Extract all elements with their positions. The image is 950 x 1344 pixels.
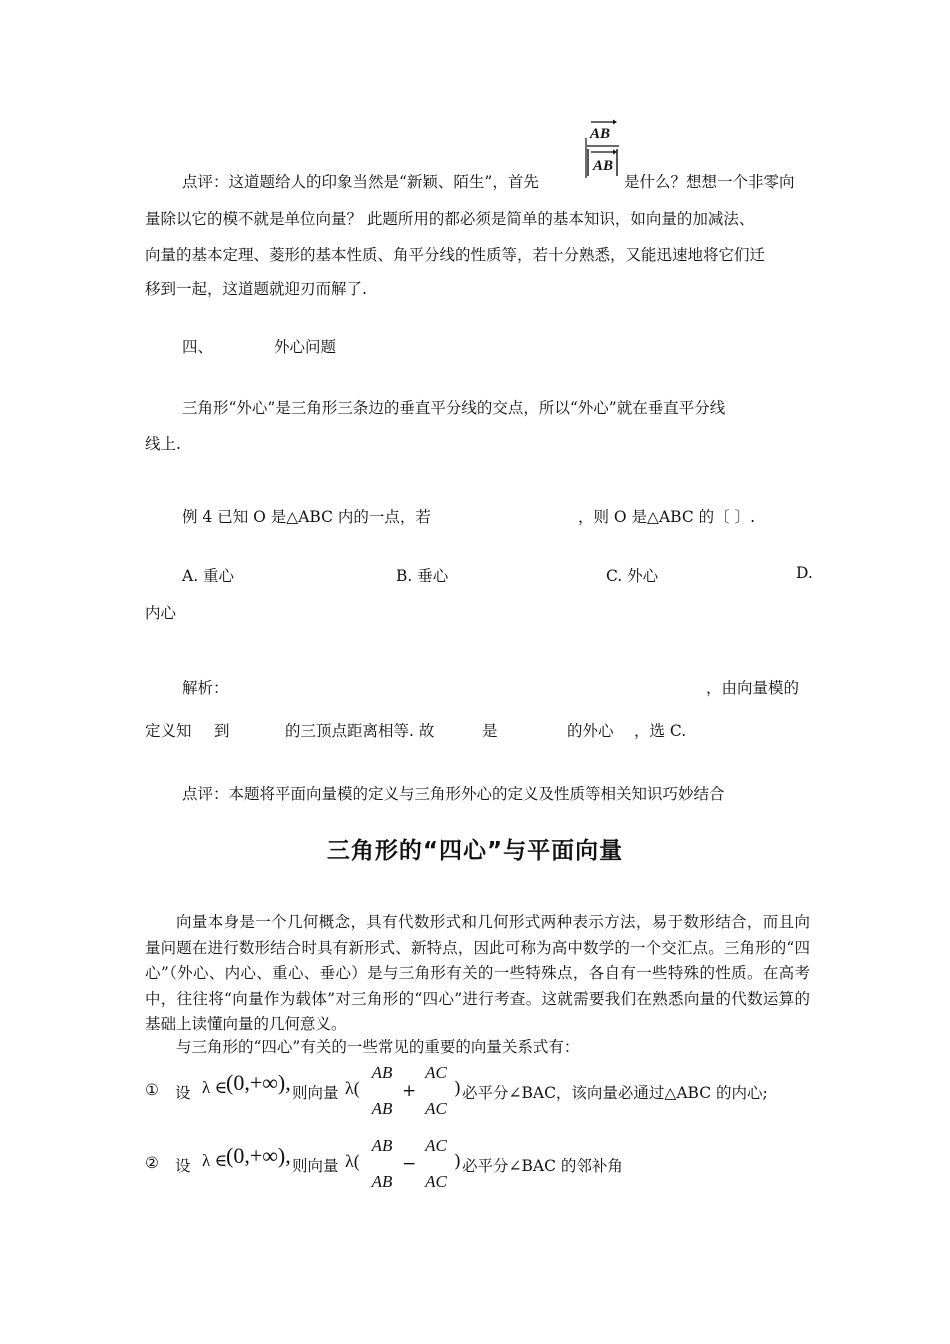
item2-num-ac: AC <box>425 1136 447 1155</box>
solution-line2-a: 定义知 <box>145 722 192 740</box>
item1-lambda: λ ∈ <box>202 1078 228 1097</box>
item1-den-ab: AB <box>371 1099 393 1118</box>
svg-text:AB: AB <box>593 158 614 174</box>
vector-fraction-formula <box>585 118 621 180</box>
item1-set: 设 <box>175 1084 191 1102</box>
item2-text: 必平分∠BAC 的邻补角 <box>462 1157 623 1175</box>
option-d: D. <box>796 564 813 582</box>
comment1-line1b: 是什么？想想一个非零向 <box>624 173 795 191</box>
vector-fraction-svg <box>585 118 621 180</box>
comment2: 点评：本题将平面向量模的定义与三角形外心的定义及性质等相关知识巧妙结合 <box>182 785 725 803</box>
comment1-line4: 移到一起，这道题就迎刃而解了. <box>145 280 367 298</box>
item1-then: 则向量 <box>292 1084 339 1102</box>
comment1-line2: 量除以它的模不就是单位向量？ 此题所用的都必须是简单的基本知识，如向量的加减法、 <box>145 210 755 228</box>
item2-interval: (0,+∞), <box>226 1143 291 1168</box>
section4-title: 外心问题 <box>274 338 337 356</box>
item2-lambda2: λ( <box>345 1151 360 1171</box>
option-c: C. 外心 <box>606 567 659 585</box>
solution-line2-f: ，选 C. <box>634 722 687 740</box>
item2-set: 设 <box>175 1157 191 1175</box>
comment1-line3: 向量的基本定理、菱形的基本性质、角平分线的性质等，若十分熟悉，又能迅速地将它们迁 <box>145 246 766 264</box>
solution-line2-d: 是 <box>482 722 498 740</box>
intro-paragraph-1 <box>145 910 810 1038</box>
item1-num-ab: AB <box>371 1063 393 1082</box>
section4-number: 四、 <box>182 338 214 356</box>
item2-close: ) <box>454 1151 462 1172</box>
option-b: B. 垂心 <box>396 567 449 585</box>
item1-lambda2: λ( <box>345 1078 360 1098</box>
item2-minus: − <box>402 1154 417 1174</box>
item2-marker: ② <box>145 1154 159 1172</box>
option-a: A. 重心 <box>182 567 235 585</box>
item1-plus: + <box>402 1081 417 1101</box>
solution-line2-c: 的三顶点距离相等. 故 <box>285 722 435 740</box>
comment1-line1a: 点评：这道题给人的印象当然是“新颖、陌生”，首先 <box>182 173 539 191</box>
item1-interval: (0,+∞), <box>226 1070 291 1095</box>
option-d-continued: 内心 <box>145 604 177 622</box>
item1-den-ac: AC <box>425 1099 447 1118</box>
item1-text: 必平分∠BAC，该向量必通过△ABC 的内心; <box>462 1084 768 1102</box>
item2-fraction-ab <box>366 1136 398 1192</box>
solution-line2-e: 的外心 <box>567 722 614 740</box>
fraction-numerator: AB <box>590 126 611 142</box>
item2-den-ac: AC <box>425 1172 447 1191</box>
item1-num-ac: AC <box>425 1063 447 1082</box>
intro-paragraph-1-text: 向量本身是一个几何概念，具有代数形式和几何形式两种表示方法，易于数形结合，而且向量问题在进行数形结合时具有新形式、新特点，因此可称为高中数学的一个交汇点。三角形的“四心”（外心、内心、重心、垂心）是与三角形有关的一些特殊点，各自有一些特殊的性质。在高考中，往往将“向量作为载体”对三角形的“四心”进行考查。这就需要我们在熟悉向量的代数运算的基础上读懂向量的几何意义。 <box>145 913 810 1033</box>
item1-close: ) <box>454 1078 462 1099</box>
item2-fraction-ac <box>420 1136 452 1192</box>
item2-then: 则向量 <box>292 1157 339 1175</box>
solution-line2-b: 到 <box>214 722 230 740</box>
item1-marker: ① <box>145 1081 159 1099</box>
example4-part2: ，则 O 是△ABC 的〔 〕. <box>578 508 755 526</box>
intro-paragraph-2: 与三角形的“四心”有关的一些常见的重要的向量关系式有： <box>176 1038 580 1056</box>
item2-lambda: λ ∈ <box>202 1151 228 1170</box>
article-title: 三角形的“四心”与平面向量 <box>326 838 624 864</box>
circumcenter-line2: 线上. <box>145 435 181 453</box>
item1-fraction-ac <box>420 1063 452 1119</box>
example4-part1: 例 4 已知 O 是△ABC 内的一点，若 <box>182 508 431 526</box>
item1-fraction-ab <box>366 1063 398 1119</box>
item2-num-ab: AB <box>371 1136 393 1155</box>
circumcenter-line1: 三角形“外心”是三角形三条边的垂直平分线的交点，所以“外心”就在垂直平分线 <box>182 399 726 417</box>
solution-tail: ，由向量模的 <box>706 679 800 697</box>
item2-den-ab: AB <box>371 1172 393 1191</box>
solution-label: 解析： <box>182 679 229 697</box>
